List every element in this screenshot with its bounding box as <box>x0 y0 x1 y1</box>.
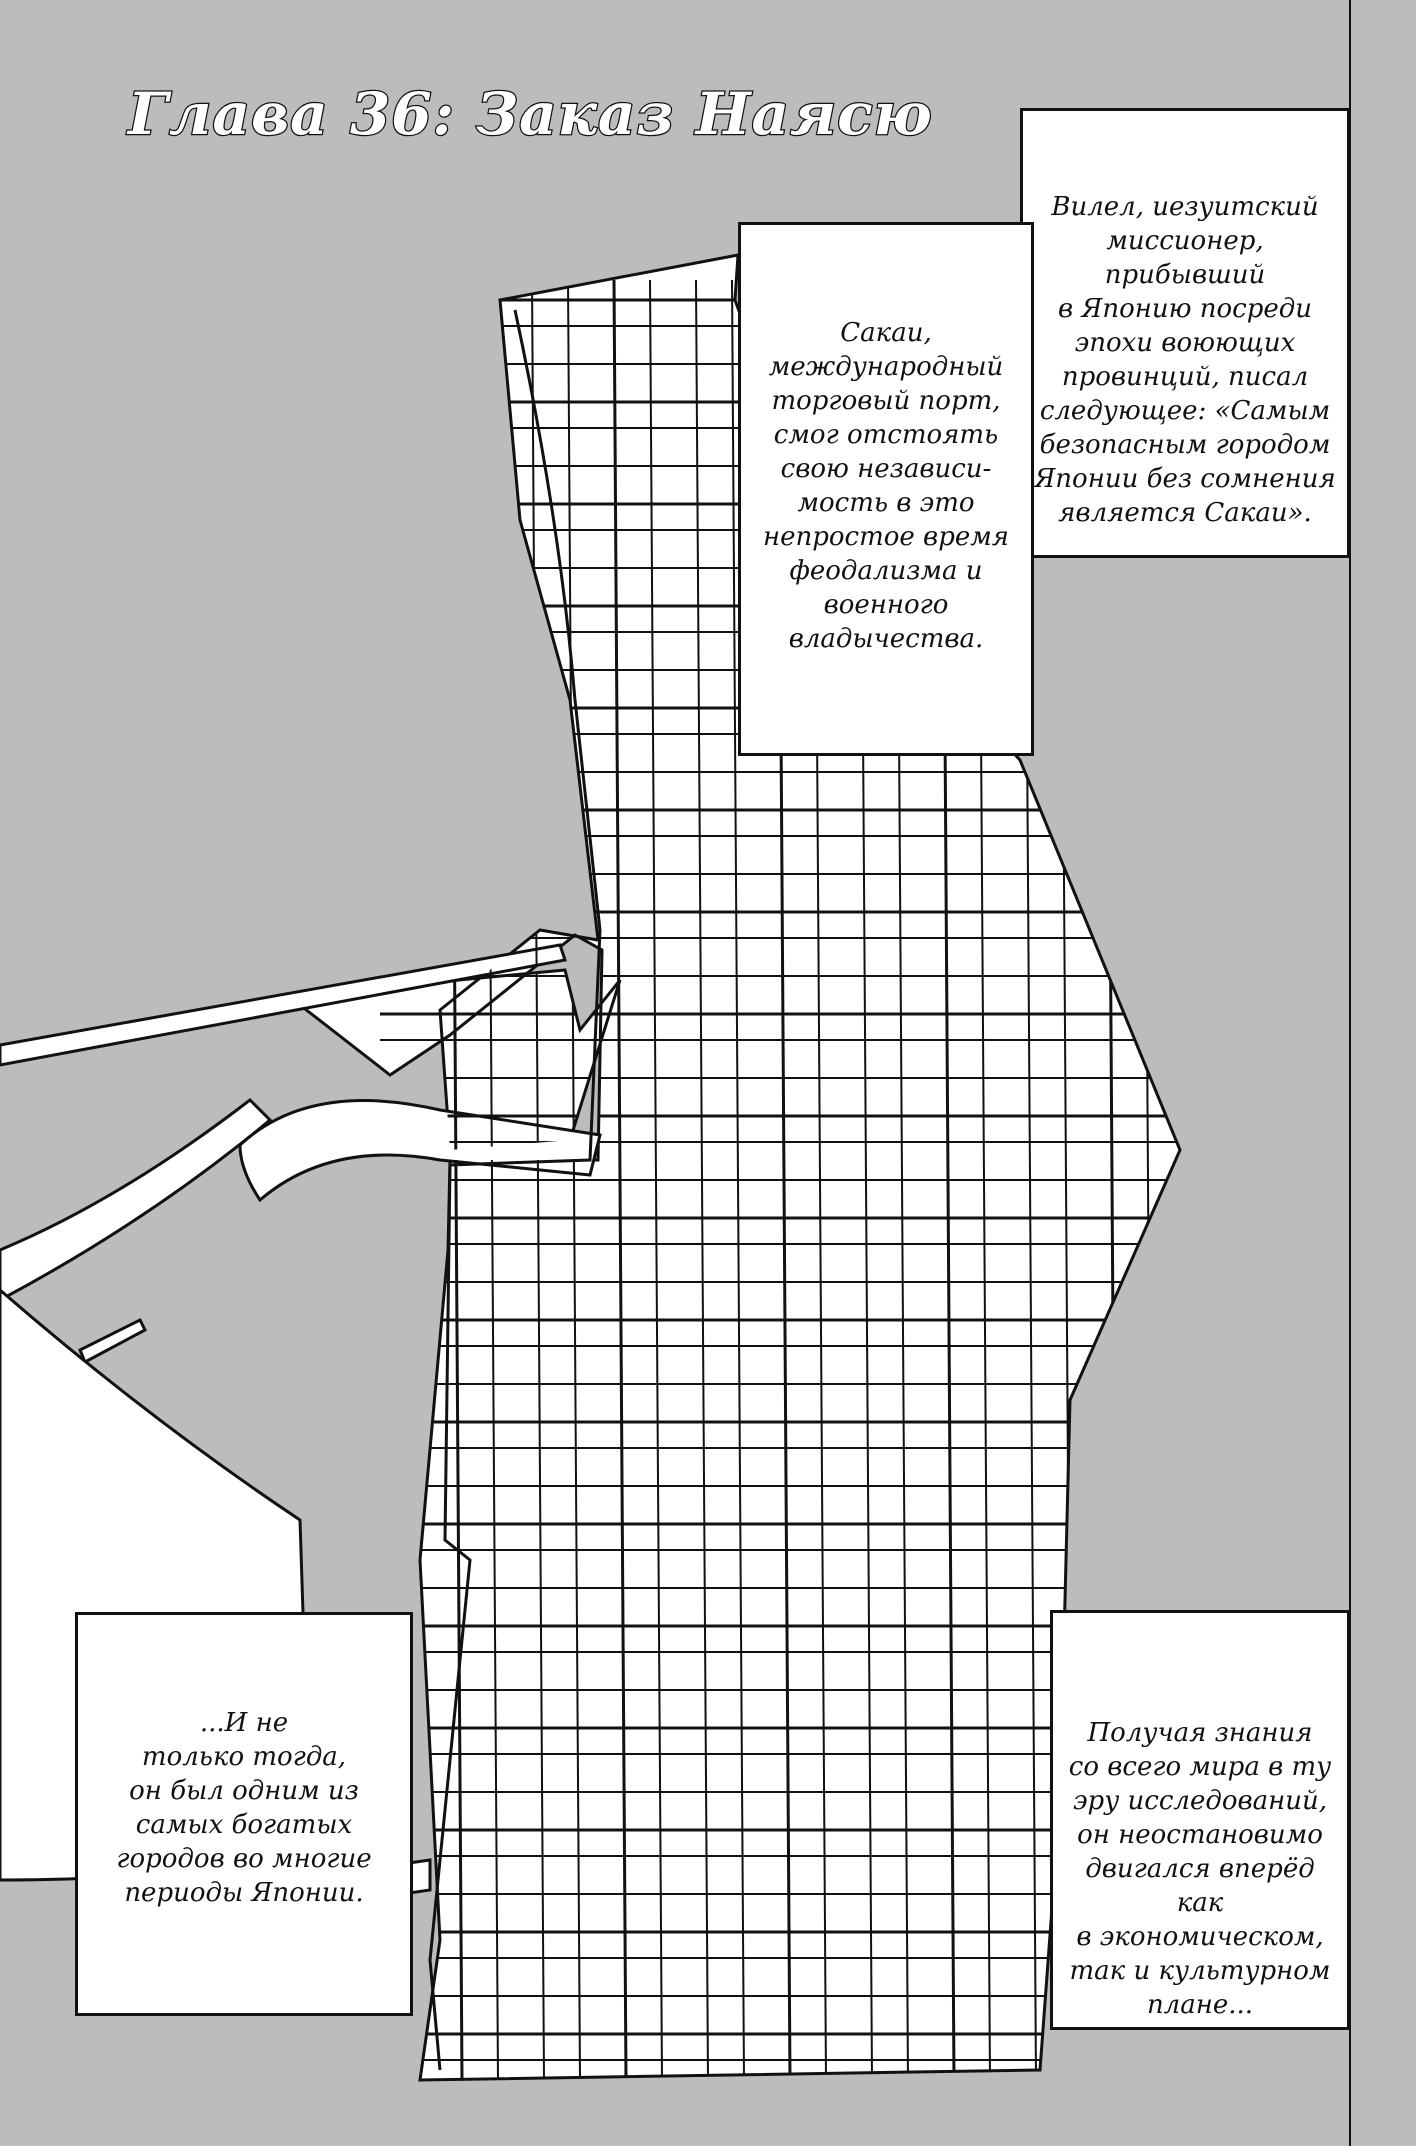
caption-knowledge: Получая знания со всего мира в ту эру исследований, он неостановимо двигался вперёд как в экономическом, так и культурном плане... <box>1068 1718 1332 2020</box>
caption-not-only-then: ...И не только тогда, он был одним из самых богатых городов во многие периоды Японии. <box>116 1708 372 1908</box>
caption-sakai-port: Сакаи, международный торговый порт, смог отстоять свою независи- мость в это непростое время феодализма и военного владычества. <box>762 318 1009 654</box>
chapter-title: Глава 36: Заказ Наясю <box>128 80 933 148</box>
caption-missionary: Вилел, иезуитский миссионер, прибывший в Японию посреди эпохи воюющих провинций, писал следующее: «Самым безопасным городом Японии без сомнения является Сакаи». <box>1034 192 1336 528</box>
